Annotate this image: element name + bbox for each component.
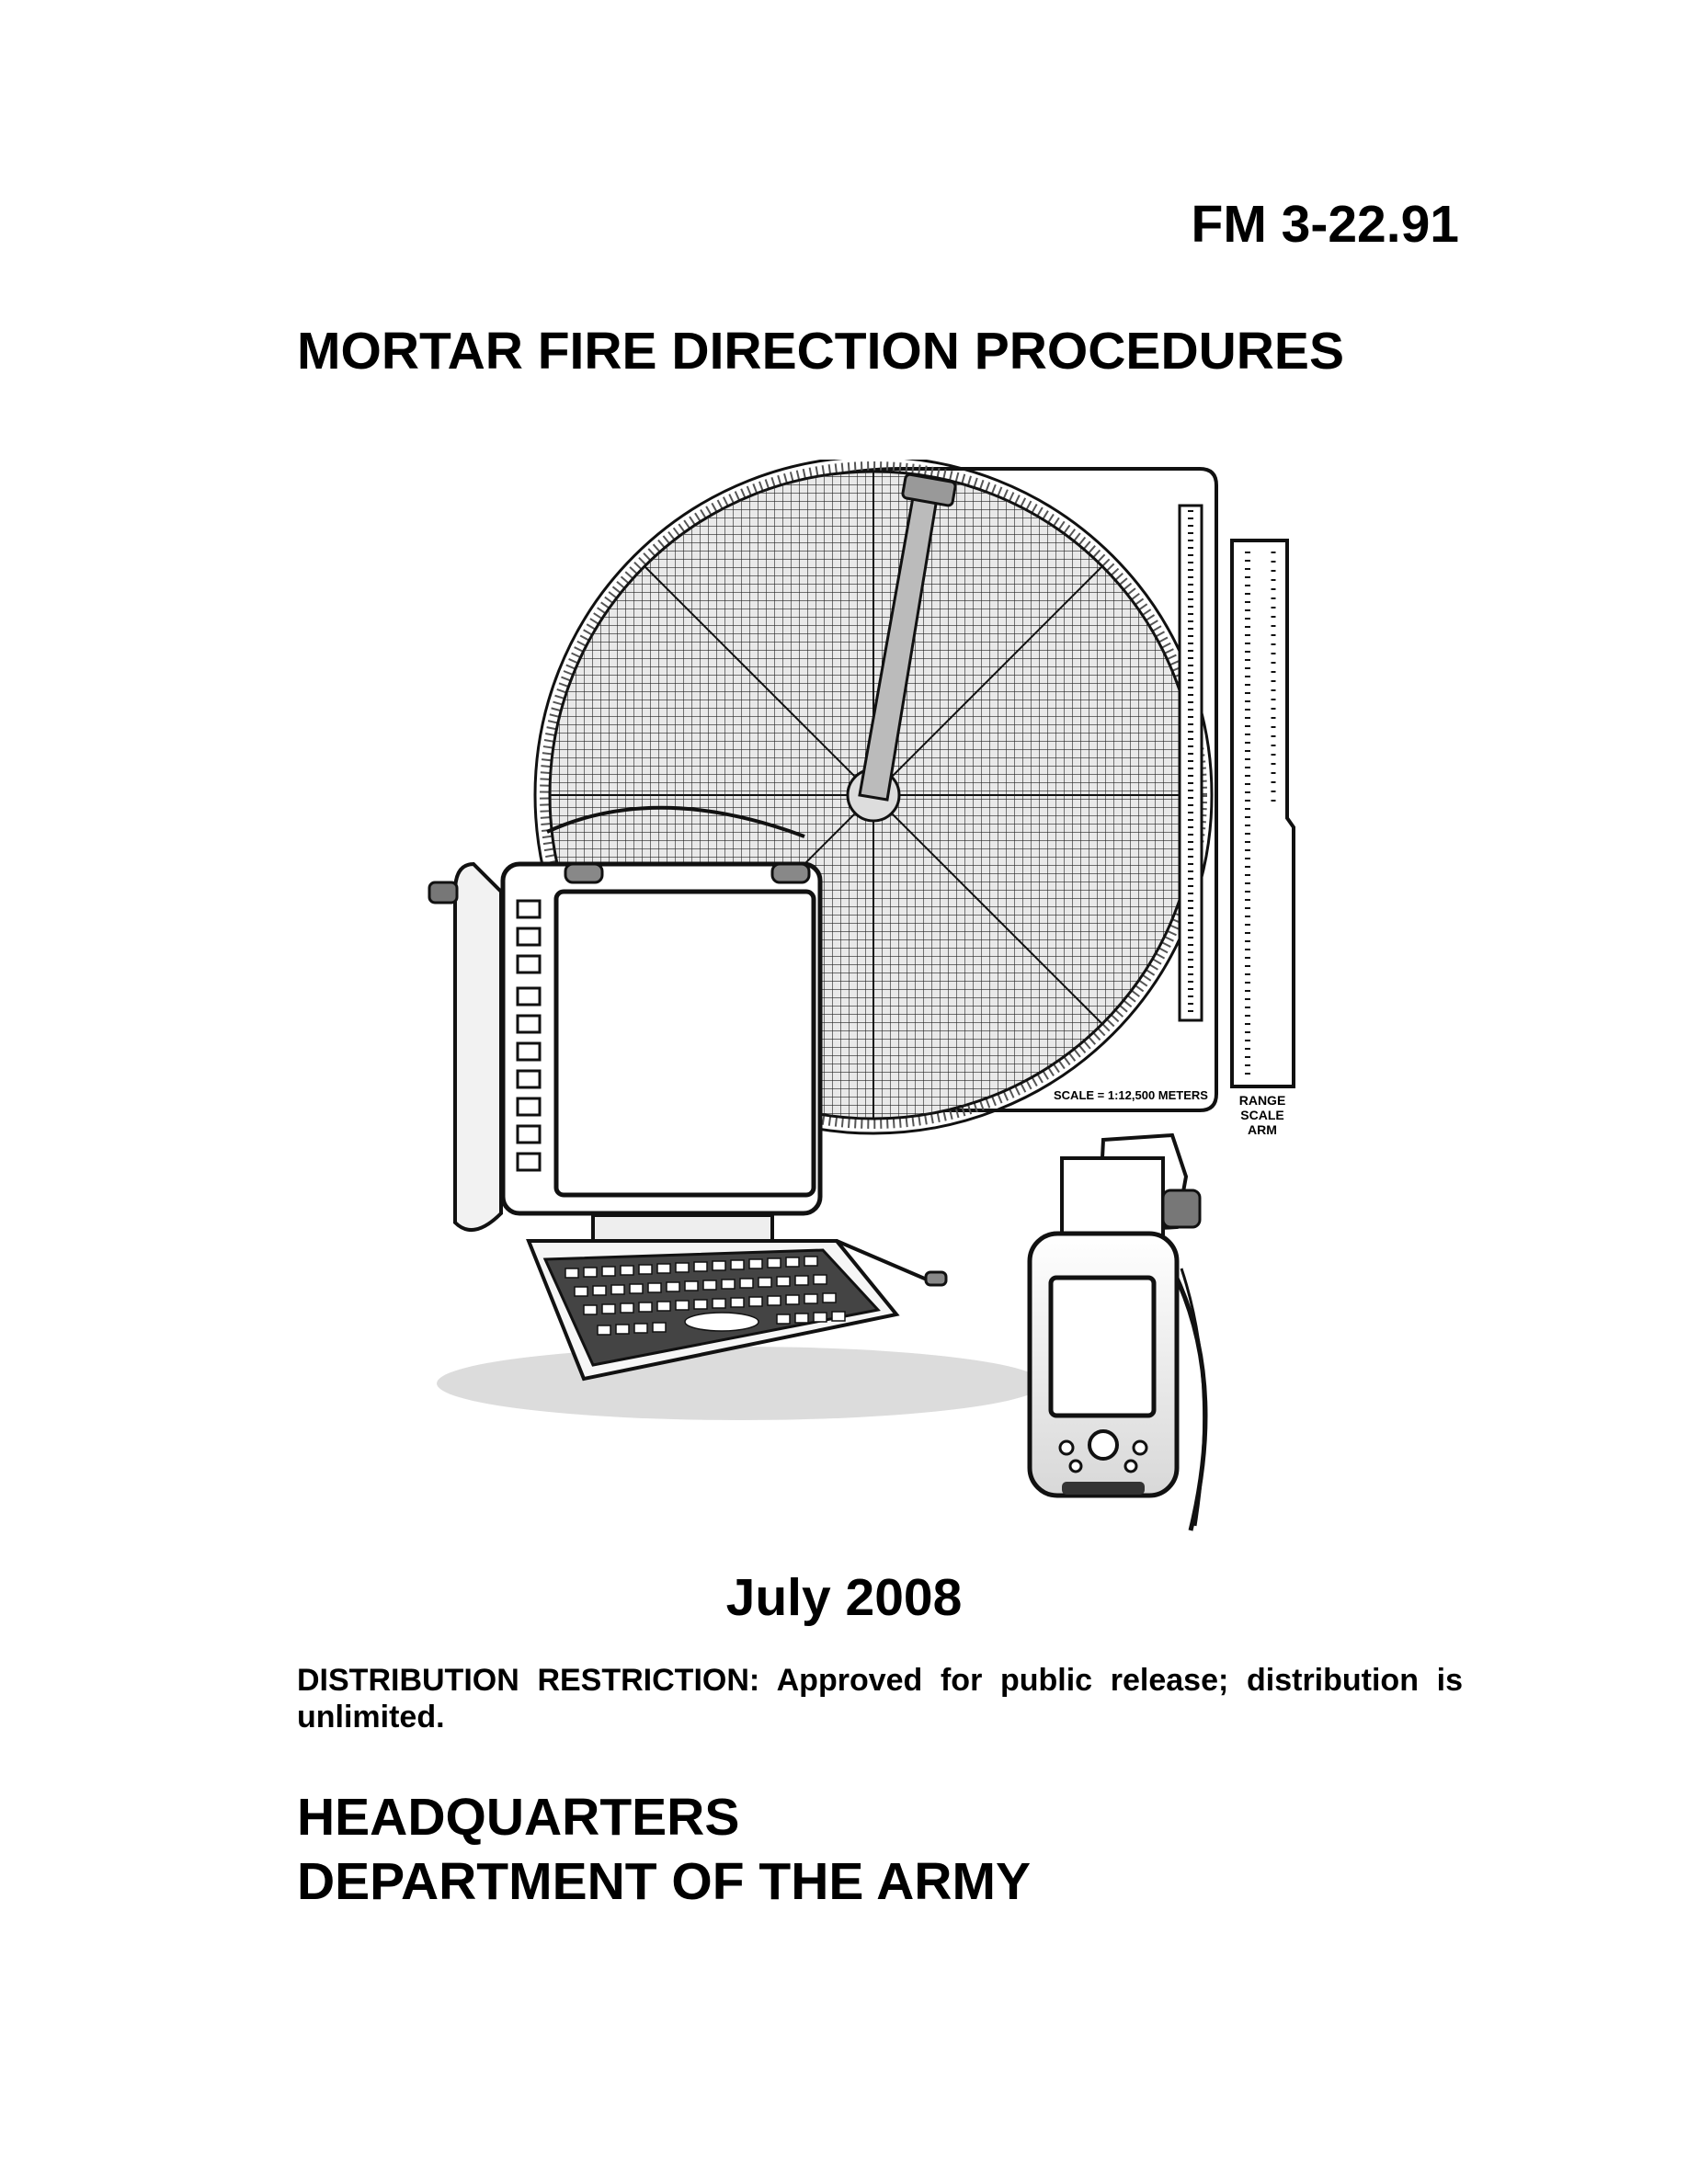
cover-illustration xyxy=(418,460,1338,1535)
scale-word-label: SCALE xyxy=(1240,1108,1284,1122)
headquarters-line: HEADQUARTERS xyxy=(297,1788,740,1847)
scale-label: SCALE = 1:12,500 METERS xyxy=(1054,1088,1208,1102)
arm-label: ARM xyxy=(1248,1122,1277,1137)
distribution-restriction: DISTRIBUTION RESTRICTION: Approved for public release; distribution is unlimited. xyxy=(297,1663,1463,1735)
fm-number: FM 3-22.91 xyxy=(1191,195,1459,254)
document-title: MORTAR FIRE DIRECTION PROCEDURES xyxy=(297,322,1344,381)
equipment-drawing xyxy=(418,460,1338,1535)
handheld-device xyxy=(1030,1135,1205,1530)
issuing-authority xyxy=(297,1785,1031,1914)
publication-date: July 2008 xyxy=(725,1568,963,1627)
range-label: RANGE xyxy=(1238,1093,1286,1108)
department-line: DEPARTMENT OF THE ARMY xyxy=(297,1852,1031,1911)
range-scale-arm xyxy=(1232,540,1294,1137)
